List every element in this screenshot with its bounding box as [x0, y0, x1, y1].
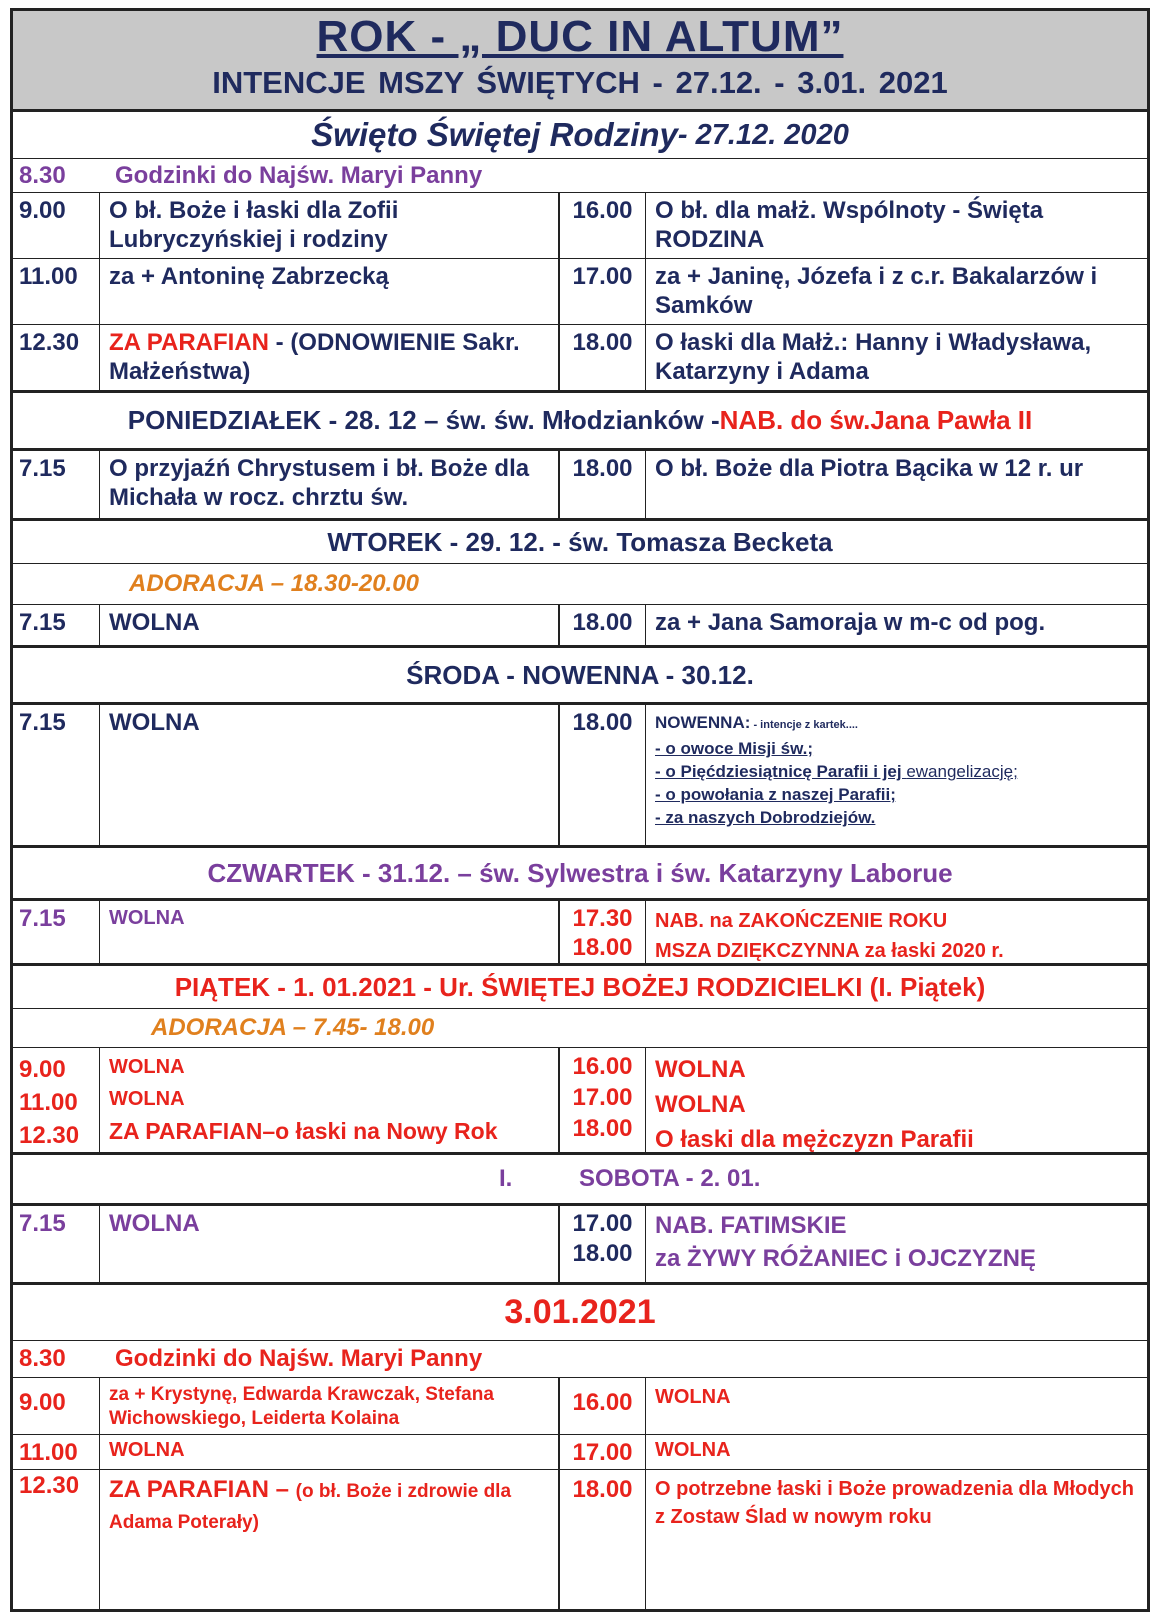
mass-intention-list: NAB. na ZAKOŃCZENIE ROKU MSZA DZIĘKCZYNNA za łaski 2020 r. — [655, 910, 1004, 962]
mass-intention: O bł. dla małż. Wspólnoty - Święta RODZINA — [655, 197, 1044, 253]
mass-time: 16.00 — [560, 1378, 646, 1434]
mass-time: 7.15 — [13, 705, 100, 845]
mass-intention: O bł. Boże i łaski dla Zofii Lubryczyńskiej i rodziny — [100, 193, 560, 258]
mass-row — [13, 705, 1147, 848]
mass-intention: O przyjaźń Chrystusem i bł. Boże dla Michała w rocz. chrztu św. — [100, 451, 560, 518]
mass-time: 12.30 — [13, 1470, 100, 1609]
day-date: - 27.12. 2020 — [677, 118, 849, 151]
mass-intention: O bł. Boże dla Piotra Bącika w 12 r. ur — [655, 455, 1084, 482]
mass-intention: za + Antoninę Zabrzecką — [100, 259, 560, 324]
mass-time: 11.00 — [13, 1435, 100, 1469]
mass-intention-list: WOLNA WOLNA ZA PARAFIAN–o łaski na Nowy Rok — [100, 1048, 560, 1152]
mass-time: 17.00 — [560, 259, 646, 324]
mass-time: 18.00 — [560, 1470, 646, 1609]
day-title: ŚRODA - NOWENNA - 30.12. — [406, 659, 754, 690]
mass-row — [13, 325, 1147, 393]
day-title: Święto Świętej Rodziny — [311, 116, 678, 153]
mass-intention: WOLNA — [100, 705, 560, 845]
mass-intention: WOLNA — [100, 1435, 560, 1469]
novena-label: NOWENNA: — [655, 713, 751, 732]
day-title: PONIEDZIAŁEK - 28. 12 – św. św. Młodzianków - — [127, 405, 720, 435]
day-title-highlight: NAB. do św.Jana Pawła II — [719, 405, 1033, 435]
day-title-prefix: I. — [499, 1165, 513, 1192]
mass-time: 18.00 — [560, 325, 646, 390]
mass-intention: WOLNA — [100, 901, 560, 963]
mass-time: 12.30 — [13, 325, 100, 390]
novena-item: - o powołania z naszej Parafii; — [655, 785, 896, 804]
day-header-sunday-3 — [13, 1285, 1147, 1341]
mass-intention: WOLNA — [655, 1386, 731, 1408]
intentions-sheet — [10, 8, 1150, 1612]
novena-intentions — [646, 705, 1147, 845]
mass-time: 9.00 — [13, 1378, 100, 1434]
page-header — [13, 11, 1147, 112]
mass-row — [13, 259, 1147, 325]
page-title: ROK - „ DUC IN ALTUM” — [316, 12, 844, 61]
mass-time: 8.30 — [19, 1345, 66, 1372]
novena-item: - za naszych Dobrodziejów. — [655, 808, 876, 827]
intention-note: (o bł. Boże i zdrowie dla Adama Poterały) — [109, 1481, 512, 1533]
day-title: CZWARTEK - 31.12. – św. Sylwestra i św. Katarzyny Laborue — [207, 857, 953, 888]
adoration-text: ADORACJA – 7.45- 18.00 — [151, 1014, 435, 1041]
mass-time: 11.00 — [13, 259, 100, 324]
mass-intention: Godzinki do Najśw. Maryi Panny — [115, 1345, 483, 1372]
mass-time: 7.15 — [13, 451, 100, 518]
day-title: 3.01.2021 — [504, 1293, 656, 1331]
intention-highlight: ZA PARAFIAN – — [109, 1476, 296, 1503]
mass-intention: Godzinki do Najśw. Maryi Panny — [115, 161, 483, 189]
mass-time: 18.00 — [560, 451, 646, 518]
mass-time: 7.15 — [13, 605, 100, 645]
mass-time: 17.00 — [560, 1435, 646, 1469]
day-title: SOBOTA - 2. 01. — [579, 1165, 761, 1192]
mass-intention — [100, 1470, 560, 1609]
adoration-row — [13, 1009, 1147, 1048]
mass-row — [13, 1378, 1147, 1435]
mass-time: 7.15 — [13, 901, 100, 963]
novena-item: - o owoce Misji św.; — [655, 739, 814, 758]
day-header-saturday — [13, 1155, 1147, 1206]
mass-intention: O łaski dla Małż.: Hanny i Władysława, Katarzyny i Adama — [655, 329, 1092, 385]
day-header-monday — [13, 393, 1147, 451]
page-subtitle: INTENCJE MSZY ŚWIĘTYCH - 27.12. - 3.01. 2021 — [212, 65, 948, 100]
mass-row — [13, 193, 1147, 259]
godzinki-row — [13, 1341, 1147, 1378]
day-header-sunday-27 — [13, 112, 1147, 159]
mass-time: 16.00 — [560, 193, 646, 258]
mass-time-list: 17.30 18.00 — [560, 901, 646, 963]
mass-intention: WOLNA — [100, 1206, 560, 1282]
mass-time: 9.00 — [13, 193, 100, 258]
day-header-thursday — [13, 848, 1147, 901]
mass-time: 7.15 — [13, 1206, 100, 1282]
mass-time-list: 9.00 11.00 12.30 — [13, 1048, 100, 1152]
day-title: WTOREK - 29. 12. - św. Tomasza Becketa — [327, 526, 833, 557]
mass-time-list: 16.00 17.00 18.00 — [560, 1048, 646, 1152]
mass-row — [13, 901, 1147, 966]
adoration-text: ADORACJA – 18.30-20.00 — [129, 570, 419, 597]
mass-intention: WOLNA — [655, 1439, 731, 1461]
mass-intention-list: NAB. FATIMSKIE za ŻYWY RÓŻANIEC i OJCZYZNĘ — [655, 1212, 1036, 1272]
mass-time: 18.00 — [560, 705, 646, 845]
mass-intention — [100, 325, 560, 390]
day-header-friday — [13, 966, 1147, 1009]
mass-time: 8.30 — [19, 161, 66, 189]
mass-intention-list: WOLNA WOLNA O łaski dla mężczyzn Parafii — [655, 1056, 974, 1153]
intention-highlight: ZA PARAFIAN — [109, 329, 269, 356]
mass-time-list: 17.00 18.00 — [560, 1206, 646, 1282]
mass-row — [13, 1470, 1147, 1609]
mass-intention: za + Janinę, Józefa i z c.r. Bakalarzów i Samków — [655, 263, 1098, 319]
adoration-row — [13, 564, 1147, 605]
mass-row — [13, 1206, 1147, 1285]
mass-intention: za + Krystynę, Edwarda Krawczak, Stefana Wichowskiego, Leiderta Kolaina — [100, 1378, 560, 1434]
intention-note: - (ODNOWIENIE Sakr. Małżeństwa) — [109, 329, 520, 385]
mass-intention: WOLNA — [100, 605, 560, 645]
mass-row — [13, 1435, 1147, 1470]
mass-row — [13, 451, 1147, 521]
mass-time: 18.00 — [560, 605, 646, 645]
novena-note: - intencje z kartek.... — [750, 719, 858, 731]
day-header-tuesday — [13, 521, 1147, 564]
mass-intention: O potrzebne łaski i Boże prowadzenia dla Młodych z Zostaw Ślad w nowym roku — [655, 1478, 1134, 1528]
day-header-wednesday — [13, 648, 1147, 705]
day-title: PIĄTEK - 1. 01.2021 - Ur. ŚWIĘTEJ BOŻEJ RODZICIELKI (I. Piątek) — [174, 971, 986, 1002]
godzinki-row — [13, 159, 1147, 193]
mass-row — [13, 605, 1147, 648]
novena-item: - o Pięćdziesiątnicę Parafii i jej ewangelizację; — [655, 762, 1018, 781]
mass-intention: za + Jana Samoraja w m-c od pog. — [655, 609, 1046, 636]
mass-row — [13, 1048, 1147, 1155]
